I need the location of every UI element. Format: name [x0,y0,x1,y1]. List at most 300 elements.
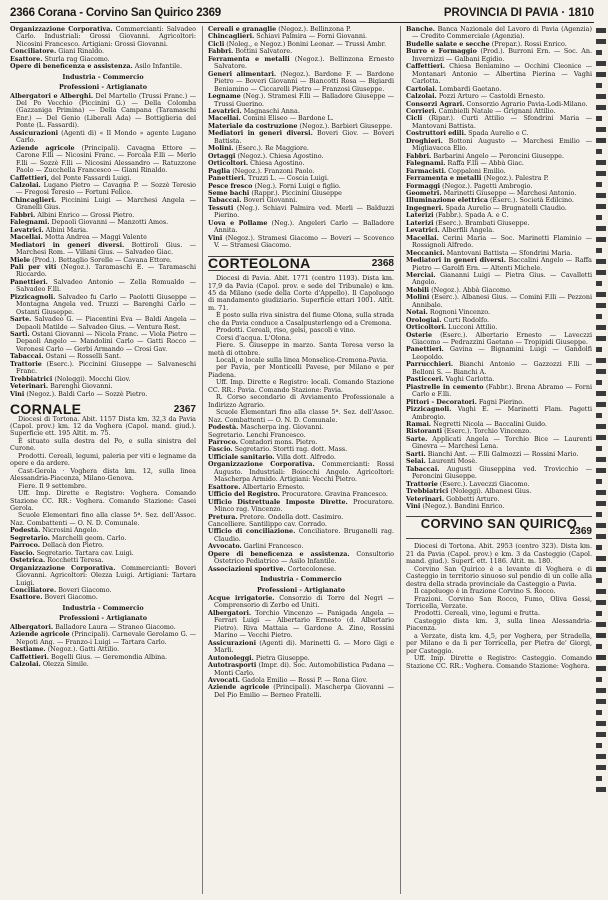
entry-text: Marinetti Giuseppe — Marchesi Antonio. [441,188,577,197]
entry-text: Cerini Maria — Soc. Marinetti Flaminio — Rossignoli Alfredo. [412,233,592,250]
entry-category: Trebbiatrici [406,487,449,496]
entry-text: Nicrosini Angelo. [40,526,99,535]
entry-category: Meccanici. [406,248,445,257]
entry-text: Procuratore. Minco rag. Vincenzo. [214,497,394,514]
directory-entry [406,332,592,347]
intro-paragraph: Fiere. Il 9 settembre. [18,481,87,490]
entry-category: Panettieri. [406,345,444,354]
entry-text: Barenghi Giovanni. [48,382,113,391]
entry-category: Bestiame. [10,645,46,654]
intro-paragraph: Fiere. S. Giuseppe in marzo. Santa Teresa verso la metà di ottobre. [208,341,394,357]
entry-category: Podestà. [208,423,239,432]
entry-category: Parroco. [208,438,239,447]
entry-text: (Negoz.). Abbà Giacomo. [429,285,512,294]
entry-category: Autotrasporti [208,661,257,670]
entry-text: Bianchi Ant. — F.lli Galmozzi — Rossini Mario. [425,449,579,458]
entry-text: Chiesa Beniamino — Occhini Cleonice — Montanari Antonio — Albertina Pierina — Vaghi Carlotta. [412,62,592,86]
entry-text: (Eserc.). Albertario Ernesto — Laveczzi Giacomo — Pedrazzini Gaetano — Tropipidi Giuseppe. [412,330,592,347]
directory-entry [10,316,196,331]
running-header [10,4,594,23]
entry-text: Ostani — Rosselli Sant. [43,352,122,361]
entry-category: Albergatori. [208,608,252,617]
entry-category: Cicli [406,114,423,123]
entry-category: Veterinari. [10,382,49,391]
entry-text: Bogelli Gius. — Geremondia Albina. [48,652,168,661]
entry-text: Consultorio Ostetrico Pediatrico — Asilo Infantile. [214,549,394,566]
entry-text: (Eserc.). Laveczzi Giacomo. [437,479,530,488]
directory-entry [208,93,394,108]
entry-text: Truzzi L. — Coscia Luigi. [245,174,329,183]
entry-category: Ufficio di conciliazione. [208,527,296,536]
entry-text: (Prepar.). Rossi Enrico. [489,39,567,48]
intro-paragraph: Diocesi di Tortona. Abit. 2953 (centro 323). Dista km. 21 da Pavia (Capol. prov.) e km. 3 da Casteggio (Capol. mand. giud.). Superf. ett. 1186. Altit. m. 180. [406,542,592,566]
entry-category: Orologiai. [406,315,442,324]
entry-category: Molini. [208,144,234,153]
directory-entry [208,684,394,699]
entry-category: Assicurazioni [208,638,257,647]
entry-category: Burro e Formaggio [406,47,477,56]
entry-category: Legname [208,92,241,101]
entry-text: (Neg.). Stramesi F.lli — Balladore Giuseppe — Trussi Guerino. [214,92,394,108]
directory-entry [208,551,394,566]
directory-entry [208,56,394,71]
entry-text: (Eserc.). Re Maggiore. [233,144,309,153]
directory-entry [406,63,592,85]
entry-category: Cicli [208,39,225,48]
entry-category: Organizzazione Corporativa. [10,563,116,572]
entry-category: Pesce fresco [208,181,253,190]
entry-category: Falegnami. [406,159,446,168]
entry-text: (Negoz.). Barbieri Giuseppe. [297,121,393,130]
directory-entry [208,235,394,250]
entry-text: Motta Andrea — Maggi Valente [42,233,147,242]
directory-entry [208,662,394,677]
entry-category: Pasticceri. [406,375,444,384]
entry-text: Segretario. Stortti rag. dott. Mass. [232,445,348,454]
entry-text: Contadori mons. Pietro. [238,438,318,447]
entry-text: Commercianti: Salvadeo Carlo. Industriali: Grossi Giovanni. Agricoltori: Nicosini Francesco. Artigiani: Grossi Giovanni. [16,26,196,48]
entry-category: Orticoltori. [208,159,249,168]
entry-category: Conciliatore. [10,47,57,56]
directory-entry [10,391,196,398]
entry-category: Fabbri. [406,151,432,160]
directory-entry [406,346,592,361]
town-heading-corvino [406,516,592,539]
town-code: 2367 [173,404,196,416]
entry-category: Esattore. [10,593,43,602]
corteolona-business-list-cont [406,26,592,510]
directory-entry [406,257,592,272]
entry-text: Piccinini Luigi — Marchesi Angela — Granelli Gius. [16,195,196,212]
entry-category: Ortaggi [208,151,236,160]
directory-entry [208,566,394,573]
entry-category: Levatrici. [406,226,440,235]
directory-entry [406,466,592,481]
entry-text: Dellacà don Pietro. [40,541,104,550]
entry-text: Magnaschi Anna. [241,106,300,115]
entry-text: (Negoz.). Palestra P. [481,174,549,183]
entry-text: Salvadeo Antonio — Zella Romualdo — Salvadeo F.lli. [16,277,196,294]
directory-entry [10,130,196,145]
entry-category: Orticoltori. [406,323,447,332]
intro-paragraph: R. Corso secondario di Avviamento Professionale a Indirizzo Agrario. [208,393,394,409]
entry-category: Conciliatore. [10,585,57,594]
entry-text: Fagni Pierino. [476,397,525,406]
directory-entry [10,565,196,587]
corvino-intro [406,543,592,670]
intro-paragraph: Uff. Imp. Dirette e Registro: locali. Comando Stazione CC. RR.: Pavia. Comando Stazione: Pavia. [208,378,394,394]
entry-text: (Negoz.). Pagetti Ambrogio. [440,181,533,190]
entry-text: Gadola Emilio — Rossi P. — Rona Giov. [240,675,368,684]
entry-category: Ostetrica. [10,556,46,565]
entry-text: (Noleggi). Albanesi Gius. [448,487,532,496]
entry-text: (Negoz.). Taramaschi E. — Taramaschi Riccardo. [16,262,196,279]
directory-entry [208,130,394,145]
entry-category: Macellai. [208,114,241,123]
entry-text: Giani Rinaldo. [56,47,105,56]
entry-category: Organizzazione Corporativa. [208,460,315,469]
directory-entry [406,48,592,63]
town-heading-corteolona [208,256,394,271]
column-3 [400,26,592,894]
entry-category: Calzolai. [406,92,437,101]
directory-entry [10,242,196,257]
entry-category: Paglia [208,166,231,175]
entry-text: (Negoz.). Baldi Carlo — Sozzè Pietro. [24,389,148,398]
entry-text: (Eserc.). Piccinini Giuseppe — Salvaneschi Franc. [16,359,196,376]
entry-text: Pozzi Arturo — Castoldi Ernesto. [436,92,546,101]
entry-category: Droghieri. [406,136,443,145]
entry-category: Notai. [406,308,428,317]
intro-paragraph: È posto sulla riva sinistra del fiume Olona, sulla strada che da Pavia conduce a Casalpusterlengo ed a Cremona. [208,311,394,327]
entry-category: Cartolai. [406,84,438,93]
entry-category: Laterizi [406,211,434,220]
entry-text: Segretario. Lenchi Francesco. [208,430,306,439]
directory-entry [10,294,196,316]
entry-category: Fascio. [208,445,233,454]
entry-category: Veterinari. [406,494,445,503]
section-subheading: Professioni - Artigianato [58,614,148,623]
entry-category: Ferramenta e metalli [406,174,482,183]
intro-paragraph: Casteggio dista km. 3, sulla linea Alessandria-Piacenza. [406,616,592,633]
entry-text: Lugano Pietro — Cavagna P. — Sozzè Teresio — Fregosi Teresio — Fortuni Felice. [16,180,196,197]
directory-entry [10,182,196,197]
entry-text: (Fabbr.). Spada A. e C. [433,211,509,220]
entry-text: Sturla rag Giacomo. [42,54,110,63]
intro-paragraph: a Verzate, dista km. 4,5, per Voghera, per Stradella, per Milano e da lì per Torricella, per Pietra de' Giorgi, per Casteggio. [406,631,592,655]
section-heading: Industria - Commercio [260,575,342,584]
entry-category: Sarte. [406,434,428,443]
entry-category: Aziende agricole [208,683,270,692]
entry-category: Parroco. [10,541,41,550]
intro-paragraph: Uff. Imp. Dirette e Registro: Voghera. Comando Stazione CC. RR.: Voghera. Comando Stazione: Casei Gerola. [10,489,196,512]
directory-entry [208,461,394,483]
intro-paragraph: per Pavia, per Monticelli Pavese, per Milano e per Piadena. [208,363,394,379]
town-code: 2369 [569,525,592,537]
entry-category: Uova e Pollame [208,218,268,227]
directory-entry [10,26,196,48]
entry-category: Opere di beneficenza e assistenza. [10,62,133,71]
entry-text: Negretti Nicola — Baccalini Guido. [431,420,547,429]
entry-category: Illuminazione elettrica [406,196,489,205]
entry-text: Del Martello (Trussi Franc.) — Del Po Vecchio (Piccinini G.) — Della Colomba (Gazzaniga Primina) — Della Campana (Taramaschi Enr.) — Del Genio (Liberali Ada) — Bottiglieria del Ponte (L. Fassardi). [16,91,196,130]
entry-category: Caffettieri, [10,173,49,182]
directory-entry [406,235,592,250]
entry-category: Calzolai. [10,180,41,189]
entry-category: Calzolai. [10,659,41,668]
directory-entry [208,71,394,93]
entry-category: Materiale da costruzione [208,121,298,130]
entry-text: Spada Aurelio — Brugnatelli Claudio. [443,203,567,212]
entry-text: Chiesa Agostino. [248,159,305,168]
entry-category: Chincaglieri. [208,32,255,41]
entry-category: Piastrelle in cemento [406,382,484,391]
entry-category: Tessuti [208,203,234,212]
entry-text: (Eserc.). Albanesi Gius. — Comini F.lli — Pezzoni Annibale. [412,293,592,309]
entry-category: Budelle salate e secche [406,39,490,48]
entry-category: Tabaccai. [208,196,242,205]
entry-text: (Principali). Cavagna Ettore — Carone F.lli — Nicosini Franc. — Forcala F.lli — Merlo F.lli — Sozzè F.lli — Nicosini Alessandro — Ratuzzone Paolo — Zucchella Francesco — Giani Rinaldo. [16,143,196,175]
entry-category: Molini [406,293,430,302]
intro-paragraph: Il capoluogo è in frazione Corvino S. Rocco. [414,587,556,596]
entry-text: (Neg.). Schiavi Palmira ved. Merli — Balduzzi Pierino. [214,203,394,220]
entry-category: Cereali e granaglie [208,26,277,33]
entry-category: Parrucchieri. [406,360,454,369]
entry-category: Ferramenta e metalli [208,54,290,63]
entry-text: Schiavi Palmira — Forni Giovanni. [254,32,368,41]
entry-category: Esattore. [208,482,241,491]
entry-category: Ufficio del Registro. [208,490,280,499]
directory-entry [208,640,394,655]
entry-category: Ufficiale sanitario. [208,452,275,461]
entry-text: (Negoz.). Bellinzona P. [276,26,351,33]
directory-entry [10,197,196,212]
directory-entry [406,115,592,130]
entry-text: Pretore. Ondella dott. Casimiro. [237,512,344,521]
entry-category: Mediatori in generi diversi. [208,129,313,138]
entry-category: Seme bachi [208,188,250,197]
directory-entry [406,138,592,153]
entry-category: Vini [208,233,223,242]
entry-category: Fabbri. [208,47,234,56]
directory-entry [10,264,196,279]
entry-category: Chincaglieri. [10,195,57,204]
directory-entry [10,145,196,175]
intro-paragraph: Cast-Gerola · Voghera dista km. 12, sulla linea Alessandria-Piacenza, Milano-Genova. [10,466,196,483]
entry-category: Falegnami. [10,218,50,227]
entry-category: Mediatori in generi diversi. [10,240,125,249]
corteolona-business-list [208,595,394,699]
entry-text: Spada Aurelio e C. [466,129,529,138]
corana-business-list [10,93,196,399]
entry-category: Generi alimentari. [208,69,277,78]
corana-admin-list [10,26,196,71]
intro-paragraph: Locali, e locale sulla linea Monselice-Cremona-Pavia. [216,356,388,365]
cornale-intro [10,416,196,528]
intro-paragraph: Prodotti. Cereali, riso, gelsi, pascoli e vino. [216,326,356,335]
entry-category: Miele [10,255,31,264]
entry-category: Vini [406,502,421,510]
entry-text: Balladore Laura — Straneo Giacomo. [53,622,176,631]
entry-category: Pizzicagnoli. [406,405,452,414]
entry-text: Asilo Infantile. [132,62,182,71]
directory-entry [10,93,196,130]
entry-text: (Fabbr.). Brena Abramo — Forni Carlo e F.lli. [412,382,592,399]
entry-text: Boveri Giovanni. [241,196,298,205]
directory-entry [406,294,592,309]
entry-category: Trattorie [406,479,438,488]
intro-paragraph: Prodotti. Cereali, vino, legumi e frutta. [414,609,541,618]
entry-text: (Neg.). Angeleri Carlo — Balladore Annita. [214,218,394,235]
entry-category: Panettieri. [208,174,246,183]
entry-category: Albergatori. [10,622,54,631]
entry-category: Sarte. [10,315,32,324]
entry-category: Pretura. [208,512,238,521]
entry-category: Avvocati. [208,675,241,684]
entry-category: Aziende agricole [10,143,75,152]
intro-paragraph: Uff. Imp. Dirette e Registro: Casteggio. Comando Stazione CC. RR.: Voghera. Comando Stazione: Voghera. [406,654,592,670]
entry-text: (Negoz.). Franzoni Paolo. [230,166,315,175]
directory-entry [10,661,196,668]
entry-text: Baccalini Angelo — Raffa Pietro — Garolfi Ern. — Altenti Michele. [412,256,592,272]
thumb-index-edge [596,28,608,878]
entry-category: Ramai. [406,420,432,429]
entry-category: Fabbri. [10,210,36,219]
entry-text: Procuratore. Gravina Francesco. [279,490,388,499]
town-code: 2368 [371,257,394,269]
intro-paragraph: Corsi d'acqua. L'Olona. [216,333,292,342]
entry-category: Mediatori in generi diversi. [406,256,506,265]
entry-text: Applicati Angela — Torchio Bice — Laurenti Ginevra — Marchesi Lena. [412,434,592,451]
intro-paragraph: Prodotti. Cereali, legumi, paleria per viti e legname da opere e da ardere. [10,451,196,468]
directory-entry [208,595,394,610]
section-heading: Industria - Commercio [62,603,144,612]
entry-category: Tabaccai. [10,352,44,361]
entry-text: Augusti Giuseppina ved. Trovicchio — Peroncini Giuseppe. [412,464,592,481]
entry-category: Trebbiatrici [10,374,53,383]
entry-text: Depaoli Giovanni — Manzotti Amos. [49,218,169,227]
entry-text: (Agenti di). Marinetti G. — Moro Gigi e Marli. [214,638,394,655]
directory-entry [208,499,394,514]
entry-category: Trattorie [10,359,42,368]
entry-text: (Principali). Mascherpa Giovanni — Del Pio Emilio — Berneo Fratelli. [214,683,394,699]
entry-text: Garlini Francesco. [241,542,304,551]
entry-text: Boveri Giacomo. [56,585,112,594]
entry-category: Banche. [406,26,436,33]
entry-text: (Negoz.). Bandini Enrico. [420,502,505,510]
entry-text: Coppaloni Emilio. [446,166,506,175]
directory-entry [10,631,196,646]
entry-text: Rocchetti Teresa. [45,556,104,565]
directory-entry [10,361,196,376]
entry-category: Assicurazioni [10,128,59,137]
entry-text: Cancelliere. Santilippo cav. Corrado. [208,520,327,528]
entry-category: Merciai. [406,270,436,279]
entry-text: (Eserc.). Brambati Giuseppe. [433,218,530,227]
entry-text: Salvadeo G. — Piacentini Eva — Baldi Angela — Depaoli Matilde — Salvadeo Gius. — Ventura Rest. [16,315,196,331]
entry-text: (Principali). Carnevale Gerolamo G. — Nepoti Ang. — Franzo-i Luigi — Tartara Carlo. [16,630,196,646]
entry-text: Banca Nazionale del Lavoro di Pavia (Agenzia) — Credito Commerciale (Agenzia). [412,26,592,41]
directory-entry [406,384,592,399]
directory-entry [10,63,196,70]
entry-category: Aziende agricole [10,630,70,639]
entry-text: (Neg.). Forni Luigi e figlio. [252,181,341,190]
entry-text: Gavina — Bignamini Luigi — Gandolfi Leopoldo. [412,345,592,361]
entry-text: (Eserc.). Torchio Vincenzo. [442,427,532,436]
entry-category: Levatrici. [10,225,44,234]
entry-text: Pietra Giuseppe. [253,653,310,662]
entry-category: Mobili [406,285,430,294]
entry-text: (Eserc.). Società Edilcino. [488,196,574,205]
entry-text: (Negoz.). Bardone F. — Bardone Pietro — Boveri Giovanni — Biancotti Rosa — Bigiardi Beniamino — Ciccarelli Pietro — Franzosi Giuseppe. [214,69,394,93]
entry-category: Autonoleggi. [208,653,254,662]
entry-text: Conciliatore. Bruganelli rag. Claudio. [214,527,394,543]
section-subheading: Professioni - Artigianato [58,83,148,92]
entry-text: Bianchi Antonio — Gazzozzi F.lli — Belloni S. — Bianchi A. [412,360,592,376]
entry-category: Formaggi [406,181,441,190]
entry-text: Comini Eliseo — Bardone L. [240,114,334,123]
directory-entry [406,406,592,421]
entry-text: Raffa F.lli — Abbà Giac. [445,159,524,168]
entry-text: (Negoz.). Gatti Attilio. [45,645,120,654]
entry-text: (Ripar.). Curti Attilio — Sfondrini Maria — Mantovani Battista. [412,114,592,130]
entry-text: Bottoni Augusto — Marchesi Emilio — Migliavacca Elio. [412,136,592,153]
entry-category: Avvocato. [208,542,242,551]
entry-text: (Rappr.). Piccinini Giuseppe [249,188,342,197]
corteolona-intro [208,275,394,424]
entry-text: Cambielli Natale — Grignani Attilio. [436,106,556,115]
entry-category: Pizzicagnoli. [10,292,56,301]
directory-entry [10,279,196,294]
entry-category: Acque irrigatorie. [208,593,275,602]
entry-text: (Prod.). Bettaglio Sorelle — Cavana Ettore. [30,255,172,264]
entry-text: (Impr. di). Soc. Automobilistica Padana — Monti Carlo. [214,661,394,677]
entry-text: (Noleggi). Mocchi Giov. [52,374,131,383]
entry-text: Consorzio Agrario Pavia-Lodi-Milano. [464,99,588,108]
entry-text: Albini Maria. [43,225,89,234]
entry-category: Vini [10,389,25,398]
entry-category: Geometri. [406,188,442,197]
entry-category: Segretario. [10,533,50,542]
entry-text: Commercianti: Boveri Giovanni. Agricoltori: Olezza Luigi. Artigiani: Tartara Luigi. [16,563,196,587]
entry-category: Macellai. [10,233,43,242]
entry-text: Vaghi Carlotta. [443,375,495,384]
entry-category: Pali per viti [10,262,57,271]
intro-paragraph: Diocesi di Pavia. Abit. 1771 (centro 1193). Dista km. 17,9 da Pavia (Capol. prov. e sede del Tribunale) e km. 45 da Milano (sede della Corte d'Appello). Il Capoluogo di mandamento giudiziario. Superficie ettari 1001. Altit. m. 71. [208,274,394,312]
entry-category: Podestà. [10,526,41,535]
entry-text: Mantovani Battista — Sfondrini Maria. [444,248,573,257]
entry-text: Albertario Ernesto. [240,482,305,491]
column-2 [202,26,394,894]
entry-text: (Negoz.). Bellinzona Ernesto Salvatore. [214,54,394,71]
entry-text: Torchio Vincenzo — Panigada Angela — Ferrari Luigi — Albertario Ernesto (d. Albertario Pietro). Riva Mattaia — Gardone A. Zino, Rossini Marino — Vecchi Pietro. [214,608,394,640]
entry-category: Laterizi [406,218,434,227]
entry-category: Pittori - Decoratori. [406,397,477,406]
entry-text: Vaghi E. — Marinetti Flam. Pagetti Ambrogio. [412,405,592,421]
entry-category: Fascio. [10,548,35,557]
entry-text: Boveri Giov. — Boveri Battista. [214,129,394,145]
cornale-officials-list [10,527,196,564]
entry-category: Osterie [406,330,433,339]
cornale-business-list-cont [208,26,394,250]
directory-entry [208,220,394,235]
intro-paragraph: È situato sulla destra del Po, e sulla sinistra del Curone. [10,436,196,453]
entry-category: Sarti. [10,330,30,339]
directory-entry [406,26,592,41]
entry-text: Albini Enrico — Grossi Pietro. [35,210,135,219]
entry-text: Boveri Giacomo. [42,593,98,602]
entry-text: Bottini Salvatore. [233,47,293,56]
